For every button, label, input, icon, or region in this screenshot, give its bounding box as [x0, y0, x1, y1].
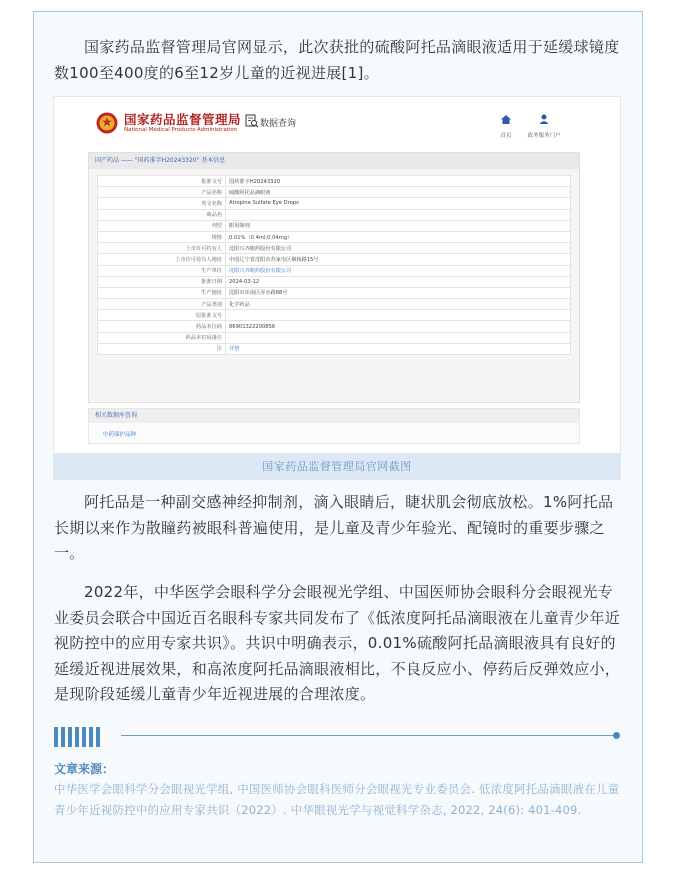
info-key: 生产地址 [98, 287, 226, 298]
home-icon [501, 115, 511, 124]
info-row [98, 254, 571, 265]
info-value [226, 332, 571, 343]
info-row [98, 243, 571, 254]
info-row [98, 343, 571, 354]
related-db-title: 相关数据库查询 [89, 409, 579, 423]
info-row [98, 321, 571, 332]
info-value [226, 310, 571, 321]
info-value: 中国辽宁省沈阳市苏家屯区枫杨路15号 [226, 254, 571, 265]
info-row [98, 265, 571, 276]
section-divider-line [121, 735, 616, 736]
info-key: 药品本位码备注 [98, 332, 226, 343]
info-row [98, 299, 571, 310]
paragraph-approval: 国家药品监督管理局官网显示，此次获批的硫酸阿托品滴眼液适用于延缓球镜度数100至400度的6至12岁儿童的近视进展[1]。 [54, 38, 620, 82]
info-value[interactable]: 沈阳兴齐眼药股份有限公司 [226, 265, 571, 276]
info-row [98, 220, 571, 231]
screenshot-caption: 国家药品监督管理局官网截图 [54, 453, 620, 480]
site-header [54, 97, 620, 149]
info-value: 硫酸阿托品滴眼液 [226, 187, 571, 198]
info-row [98, 176, 571, 187]
info-key: 上市许可持有人地址 [98, 254, 226, 265]
section-divider-dot [613, 732, 620, 739]
info-row [98, 332, 571, 343]
info-row [98, 276, 571, 287]
paragraph-atropine: 阿托品是一种副交感神经抑制剂，滴入眼睛后，睫状肌会彻底放松。1%阿托品长期以来作为散瞳药被眼科普遍使用，是儿童及青少年验光、配镜时的重要步骤之一。 [54, 493, 614, 562]
panel-title: 国产药品 —— "国药准字H20243320" 基本信息 [89, 153, 579, 169]
section-divider-bars [54, 727, 103, 747]
info-key: 产品名称 [98, 187, 226, 198]
nav-home[interactable] [494, 109, 518, 139]
site-title-cn[interactable]: 国家药品监督管理局 [124, 112, 242, 127]
info-value[interactable]: 详情 [226, 343, 571, 354]
info-key: 英文名称 [98, 198, 226, 209]
info-row [98, 310, 571, 321]
info-value: Atropine Sulfate Eye Drops [226, 198, 571, 209]
source-citation: 中华医学会眼科学分会眼视光学组, 中国医师协会眼科医师分会眼视光专业委员会. 低浓度阿托品滴眼液在儿童青少年近视防控中的应用专家共识（2022）. 中华眼视光学与视觉科学杂志, 2022, 24(6): 401-409. [54, 782, 620, 817]
info-row [98, 187, 571, 198]
info-key: 剂型 [98, 220, 226, 231]
source-title: 文章来源： [54, 762, 115, 776]
drug-info-table [97, 175, 571, 355]
paragraph-consensus: 2022年，中华医学会眼科学分会眼视光学组、中国医师协会眼科分会眼视光专业委员会联合中国近百名眼科专家共同发布了《低浓度阿托品滴眼液在儿童青少年近视防控中的应用专家共识》。共识中明确表示，0.01%硫酸阿托品滴眼液具有良好的延缓近视进展效果，和高浓度阿托品滴眼液相比，不良反应小、停药后反弹效应小，是现阶段延缓儿童青少年近视进展的合理浓度。 [54, 583, 621, 703]
info-value: 化学药品 [226, 299, 571, 310]
related-db-link[interactable]: 中药保护品种 [103, 432, 137, 438]
info-key: 批准文号 [98, 176, 226, 187]
nmpa-screenshot [53, 96, 621, 480]
info-value: 2024-03-12 [226, 276, 571, 287]
data-query-link[interactable]: 数据查询 [260, 119, 297, 129]
info-value: 沈阳兴齐眼药股份有限公司 [226, 243, 571, 254]
nav-portal-label: 政务服务门户 [527, 133, 561, 139]
drug-info-panel [88, 152, 580, 403]
nav-home-label: 首页 [500, 133, 512, 139]
info-key: 产品类别 [98, 299, 226, 310]
info-value: 0.01%（0.4ml:0.04mg） [226, 231, 571, 242]
info-key: 上市许可持有人 [98, 243, 226, 254]
info-key: 原批准文号 [98, 310, 226, 321]
info-value: 眼用制剂 [226, 220, 571, 231]
info-row [98, 198, 571, 209]
user-icon [539, 114, 549, 124]
info-value: 沈阳市浑南区浑水路88号 [226, 287, 571, 298]
info-row [98, 231, 571, 242]
national-emblem-icon [96, 111, 118, 135]
info-key: 批准日期 [98, 276, 226, 287]
info-value: 国药准字H20243320 [226, 176, 571, 187]
info-key: 规格 [98, 231, 226, 242]
related-db-panel [88, 408, 580, 444]
info-key: 商品名 [98, 209, 226, 220]
info-key: 药品本位码 [98, 321, 226, 332]
info-row [98, 287, 571, 298]
info-value: 86901322200856 [226, 321, 571, 332]
site-title-en: National Medical Products Administration [124, 127, 238, 133]
info-key: 注 [98, 343, 226, 354]
info-key: 生产单位 [98, 265, 226, 276]
info-row [98, 209, 571, 220]
data-query-icon [245, 114, 259, 128]
info-value [226, 209, 571, 220]
nav-portal[interactable] [524, 109, 564, 139]
